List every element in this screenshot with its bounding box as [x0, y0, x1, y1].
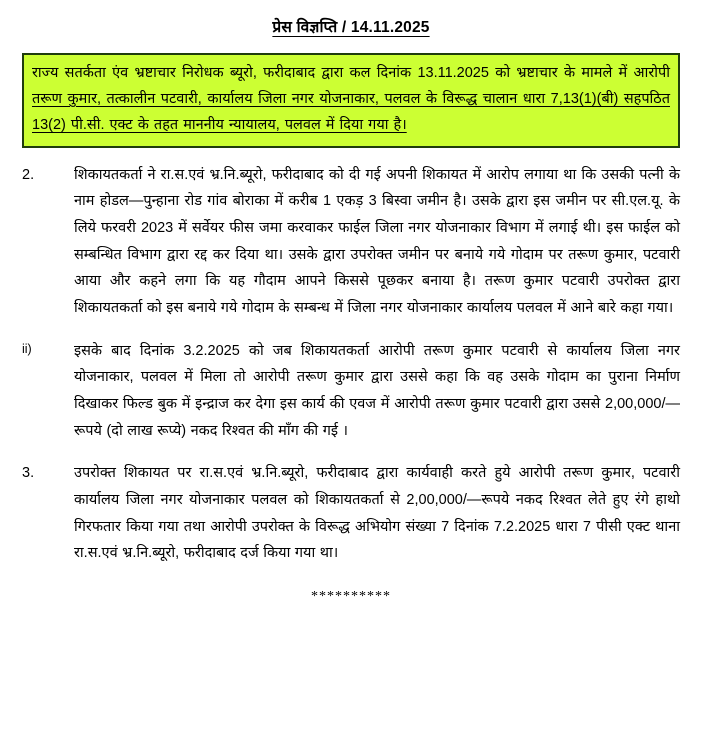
- paragraph-ii-marker: ii): [22, 341, 32, 356]
- highlight-underlined-text: तरूण कुमार, तत्कालीन पटवारी, कार्यालय जिला नगर योजनाकार, पलवल के विरूद्ध चालान धारा 7,13(1)(बी) सहपठित 13(2) पी.सी. एक्ट के तहत माननीय न्यायालय, पलवल में दिया गया है।: [32, 91, 670, 133]
- footer-separator: **********: [311, 589, 391, 605]
- paragraph-3-text: उपरोक्त शिकायत पर रा.स.एवं भ्र.नि.ब्यूरो, फरीदाबाद द्वारा कार्यवाही करते हुये आरोपी तरूण कुमार, पटवारी कार्यालय जिला नगर योजनाकार पलवल को शिकायतकर्ता से 2,00,000/—रूपये नकद रिश्वत लेते हुए रंगे हाथो गिरफतार किया गया तथा आरोपी उपरोक्त के विरूद्ध अभियोग संख्या 7 दिनांक 7.2.2025 धारा 7 पीसी एक्ट थाना रा.स.एवं भ्र.नि.ब्यूरो, फरीदाबाद दर्ज किया गया था।: [74, 465, 680, 562]
- highlight-summary-text: [32, 61, 670, 138]
- page-title-text: प्रेस विज्ञप्ति / 14.11.2025: [272, 19, 430, 36]
- paragraph-ii-text: इसके बाद दिनांक 3.2.2025 को जब शिकायतकर्ता आरोपी तरूण कुमार पटवारी से कार्यालय जिला नगर योजनाकार, पलवल में मिला तो आरोपी तरूण कुमार द्वारा उससे कहा कि वह उसके गोदाम का पुराना निर्माण दिखाकर फिल्ड बुक में इन्द्राज कर देगा इस कार्य की एवज में आरोपी तरूण कुमार पटवारी द्वारा उससे 2,00,000/—रूपये (दो लाख रूप्ये) नकद रिश्वत की माँग की गई ।: [74, 342, 680, 439]
- paragraph-ii: [20, 338, 682, 445]
- highlight-summary-box: [22, 53, 680, 147]
- page-title: [20, 16, 682, 39]
- paragraph-2-marker: 2.: [22, 166, 35, 183]
- paragraph-3-marker: 3.: [22, 465, 35, 482]
- paragraph-2: [20, 162, 682, 322]
- paragraph-2-text: शिकायतकर्ता ने रा.स.एवं भ्र.नि.ब्यूरो, फरीदाबाद को दी गई अपनी शिकायत में आरोप लगाया था कि उसकी पत्नी के नाम होडल—पुन्हाना रोड गांव बोराका में करीब 1 एकड़ 3 बिस्वा जमीन है। उसके द्वारा इस जमीन पर सी.एल.यू. के लिये फरवरी 2023 में सर्वेयर फीस जमा करवाकर फाईल जिला नगर योजनाकार विभाग में लगाई थी। इस फाईल को सम्बन्धित विभाग द्वारा रद्द कर दिया था। उसके द्वारा उपरोक्त जमीन पर बनाये गये गोदाम पर तरूण कुमार, पटवारी आया और कहने लगा कि यह गौदाम आपने किससे पूछकर बनाया है। तरूण कुमार पटवारी उपरोक्त द्वारा शिकायतकर्ता को इस बनाये गये गोदाम के सम्बन्ध में जिला नगर योजनाकार कार्यालय पलवल में आने बारे कहा गया।: [74, 166, 680, 316]
- highlight-lead-text: राज्य सतर्कता एंव भ्रष्टाचार निरोधक ब्यूरो, फरीदाबाद द्वारा कल दिनांक 13.11.2025 को भ्रष्टाचार के मामले में आरोपी: [32, 65, 670, 82]
- paragraph-3: [20, 460, 682, 567]
